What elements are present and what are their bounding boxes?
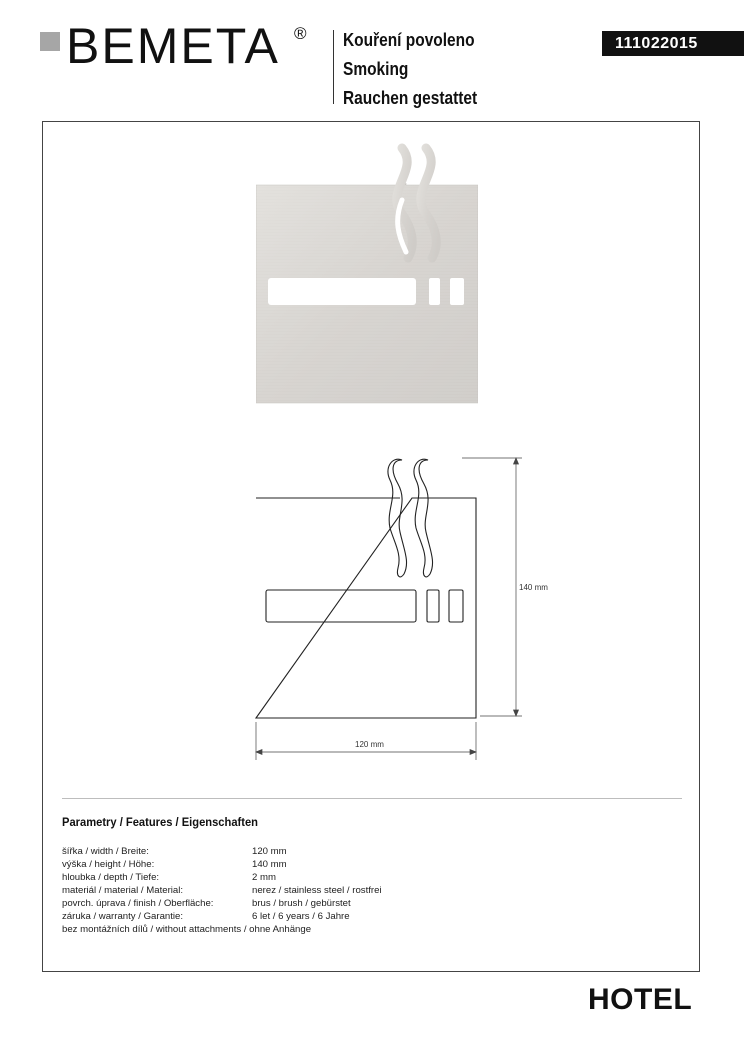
title-czech: Kouření povoleno xyxy=(343,30,475,50)
logo-square-icon xyxy=(40,32,60,51)
title-german: Rauchen gestattet xyxy=(343,88,478,108)
spec-row xyxy=(62,858,311,871)
spec-key: šířka / width / Breite: xyxy=(62,846,149,857)
spec-value: 2 mm xyxy=(252,872,276,883)
logo-wordmark: BEMETA xyxy=(66,18,280,74)
cigarette-slot xyxy=(266,590,416,622)
spec-value: 6 let / 6 years / 6 Jahre xyxy=(252,911,350,922)
spec-value: nerez / stainless steel / rostfrei xyxy=(252,885,382,896)
spec-key: výška / height / Höhe: xyxy=(62,859,155,870)
spec-key: hloubka / depth / Tiefe: xyxy=(62,872,160,883)
product-photo xyxy=(256,140,478,405)
cigarette-cutout xyxy=(268,278,416,305)
spec-row xyxy=(62,884,382,897)
smoke-wisp-right xyxy=(414,459,433,577)
height-dimension-label: 140 mm xyxy=(519,583,548,592)
spec-row xyxy=(62,897,351,910)
spec-row xyxy=(62,871,311,884)
product-titles xyxy=(343,26,499,113)
category-label: HOTEL xyxy=(588,983,693,1016)
spec-row xyxy=(62,845,311,858)
attachments-note: bez montážních dílů / without attachments / ohne Anhänge xyxy=(62,924,312,935)
spec-table xyxy=(62,845,382,936)
spec-value: 120 mm xyxy=(252,846,287,857)
ash-slot xyxy=(449,590,463,622)
section-divider xyxy=(62,798,682,799)
spec-value: 140 mm xyxy=(252,859,287,870)
title-english: Smoking xyxy=(343,59,409,79)
spec-key: záruka / warranty / Garantie: xyxy=(62,911,184,922)
registered-mark: ® xyxy=(294,24,307,43)
technical-drawing xyxy=(250,450,560,770)
spec-key: materiál / material / Material: xyxy=(62,885,184,896)
filter-slot xyxy=(427,590,439,622)
product-code-badge: 111022015 xyxy=(602,31,744,56)
header-divider xyxy=(333,30,334,104)
spec-key: povrch. úprava / finish / Oberfläche: xyxy=(62,898,214,909)
sign-outline xyxy=(256,498,476,718)
bemeta-logo xyxy=(40,18,320,78)
features-heading: Parametry / Features / Eigenschaften xyxy=(62,815,258,829)
filter-cutout xyxy=(429,278,440,305)
ash-cutout xyxy=(450,278,464,305)
spec-value: brus / brush / gebürstet xyxy=(252,898,351,909)
spec-row xyxy=(62,910,350,923)
document-header xyxy=(0,0,744,115)
width-dimension-label: 120 mm xyxy=(355,740,384,749)
